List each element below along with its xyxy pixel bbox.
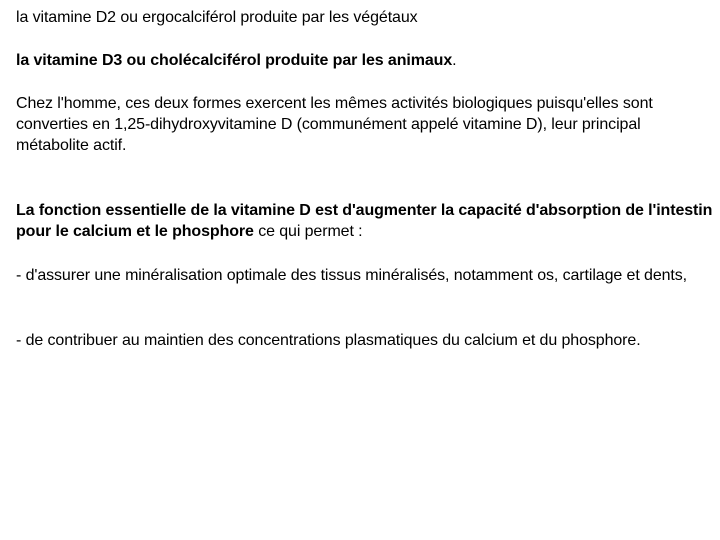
list-item-plasma xyxy=(16,330,716,351)
vitamin-d3-period: . xyxy=(452,52,457,69)
conversion-paragraph xyxy=(16,93,716,156)
conversion-text: Chez l'homme, ces deux formes exercent les mêmes activités biologiques puisqu'elles sont converties en 1,25-dihydroxyvitamine D (communément appelé vitamine D), leur principal métabolite actif. xyxy=(16,95,653,154)
vitamin-d3-line xyxy=(16,50,716,71)
vitamin-d2-text: la vitamine D2 ou ergocalciférol produite par les végétaux xyxy=(16,9,418,26)
vitamin-d2-line xyxy=(16,7,716,28)
mineralisation-text: - d'assurer une minéralisation optimale des tissus minéralisés, notamment os, cartilage et dents, xyxy=(16,267,688,284)
list-item-mineralisation xyxy=(16,265,716,286)
function-tail-text: ce qui permet : xyxy=(253,223,363,240)
vitamin-d3-text: la vitamine D3 ou cholécalciférol produite par les animaux xyxy=(16,52,453,69)
plasma-text: - de contribuer au maintien des concentrations plasmatiques du calcium et du phosphore. xyxy=(16,332,641,349)
function-paragraph xyxy=(16,200,716,242)
function-bold-text: La fonction essentielle de la vitamine D est d'augmenter la capacité d'absorption de l'intestin pour le calcium et le phosphore xyxy=(16,202,713,240)
